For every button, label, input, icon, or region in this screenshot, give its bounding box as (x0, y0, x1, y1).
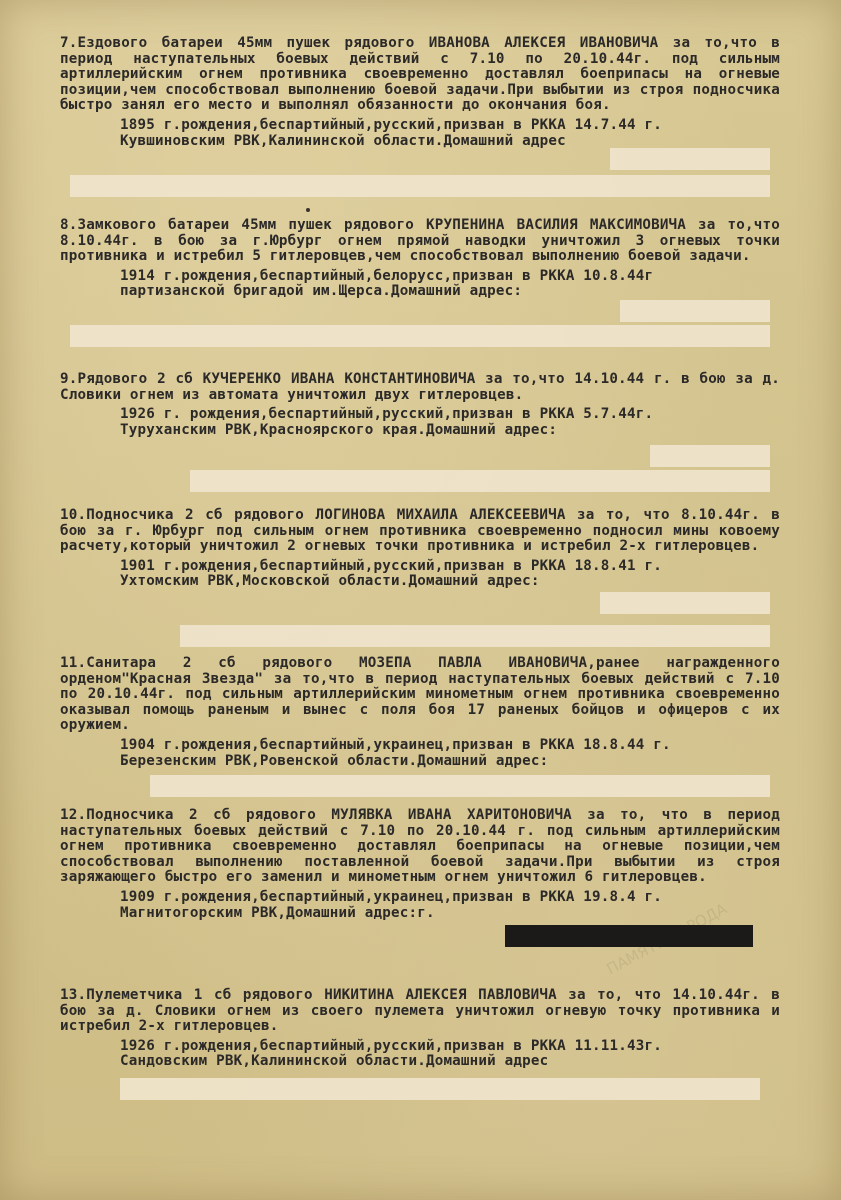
redacted-address (150, 775, 770, 797)
redacted-address (620, 300, 770, 322)
award-entry-13 (60, 988, 780, 1070)
entry-meta (120, 118, 780, 149)
award-entry-9 (60, 372, 780, 438)
entry-text: 10.Подносчика 2 сб рядового ЛОГИНОВА МИХАИЛА АЛЕКСЕЕВИЧА за то, что 8.10.44г. в бою за г. Юрбург под сильным огнем противника своевременно подносил мины ковоему расчету,который уничтожил 2 огневых точки противника и истребил 2-х гитлеровцев. (60, 507, 780, 555)
award-entry-11 (60, 656, 780, 769)
redacted-address (120, 1078, 760, 1100)
birth-info: 1926 г.рождения,беспартийный,русский,призван в РККА 11.11.43г. (120, 1037, 662, 1054)
entry-text: 7.Ездового батареи 45мм пушек рядового ИВАНОВА АЛЕКСЕЯ ИВАНОВИЧА за то,что в период наступательных боевых действий с 7.10 по 20.10.44г. под сильным артиллерийским огнем противника своевременно доставлял боеприпасы на огневые позиции,чем способствовал выполнению боевой задачи.При выбытии из строя подносчика быстро занял его место и выполнял обязанности до окончания боя. (60, 35, 780, 114)
entry-text: 9.Рядового 2 сб КУЧЕРЕНКО ИВАНА КОНСТАНТИНОВИЧА за то,что 14.10.44 г. в бою за д. Словики огнем из автомата уничтожил двух гитлеровцев. (60, 371, 780, 403)
birth-info: 1926 г. рождения,беспартийный,русский,призван в РККА 5.7.44г. (120, 406, 654, 423)
redacted-address (70, 175, 770, 197)
entry-meta (120, 559, 780, 590)
entry-meta (120, 269, 780, 300)
draft-info: Туруханским РВК,Красноярского края.Домашний адрес: (120, 421, 558, 438)
entry-text: 11.Санитара 2 сб рядового МОЗЕПА ПАВЛА ИВАНОВИЧА,ранее награжденного орденом"Красная Звезда" за то,что в период наступательных боевых действий с 7.10 по 20.10.44г. под сильным артиллерийским минометным огнем противника своевременно оказывал помощь раненым и вынес с поля боя 17 раненых бойцов и офицеров с их оружием. (60, 655, 780, 734)
entry-meta (120, 407, 780, 438)
entry-meta (120, 738, 780, 769)
award-entry-8 (60, 218, 780, 300)
draft-info: Ухтомским РВК,Московской области.Домашний адрес: (120, 573, 540, 590)
award-entry-7 (60, 36, 780, 149)
draft-info: Березенским РВК,Ровенской области.Домашний адрес: (120, 752, 549, 769)
draft-info: партизанской бригадой им.Щерса.Домашний адрес: (120, 283, 523, 300)
draft-info: Кувшиновским РВК,Калининской области.Домашний адрес (120, 132, 566, 149)
entry-meta (120, 890, 780, 921)
redacted-address (190, 470, 770, 492)
entry-text: 12.Подносчика 2 сб рядового МУЛЯВКА ИВАНА ХАРИТОНОВИЧА за то, что в период наступательных боевых действий с 7.10 по 20.10.44 г. под сильным артиллерийским огнем противника своевременно доставлял боеприпасы на огневые позиции,чем способствовал выполнению поставленной боевой задачи.При выбытии из строя заряжающего быстро его заменил и минометным огнем уничтожил 6 гитлеровцев. (60, 807, 780, 886)
redacted-address (180, 625, 770, 647)
award-entry-12 (60, 808, 780, 921)
redacted-address (650, 445, 770, 467)
redacted-address-black (505, 925, 753, 947)
entry-meta (120, 1039, 780, 1070)
redacted-address (600, 592, 770, 614)
birth-info: 1904 г.рождения,беспартийный,украинец,призван в РККА 18.8.44 г. (120, 736, 671, 753)
birth-info: 1895 г.рождения,беспартийный,русский,призван в РККА 14.7.44 г. (120, 116, 662, 133)
redacted-address (70, 325, 770, 347)
birth-info: 1914 г.рождения,беспартийный,белорусс,призван в РККА 10.8.44г (120, 267, 654, 284)
entry-text: 8.Замкового батареи 45мм пушек рядового КРУПЕНИНА ВАСИЛИЯ МАКСИМОВИЧА за то,что 8.10.44г. в бою за г.Юрбург огнем прямой наводки уничтожил 3 огневых точки противника и истребил 5 гитлеровцев,чем способствовал выполнению боевой задачи. (60, 217, 780, 265)
entry-text: 13.Пулеметчика 1 сб рядового НИКИТИНА АЛЕКСЕЯ ПАВЛОВИЧА за то, что 14.10.44г. в бою за д. Словики огнем из своего пулемета уничтожил огневую точку противника и истребил 2-х гитлеровцев. (60, 987, 780, 1035)
draft-info: Сандовским РВК,Калининской области.Домашний адрес (120, 1053, 549, 1070)
birth-info: 1909 г.рождения,беспартийный,украинец,призван в РККА 19.8.4 г. (120, 888, 662, 905)
birth-info: 1901 г.рождения,беспартийный,русский,призван в РККА 18.8.41 г. (120, 557, 662, 574)
redacted-address (610, 148, 770, 170)
draft-info: Магнитогорским РВК,Домашний адрес:г. (120, 904, 435, 921)
ink-dot (306, 208, 310, 212)
award-entry-10 (60, 508, 780, 590)
